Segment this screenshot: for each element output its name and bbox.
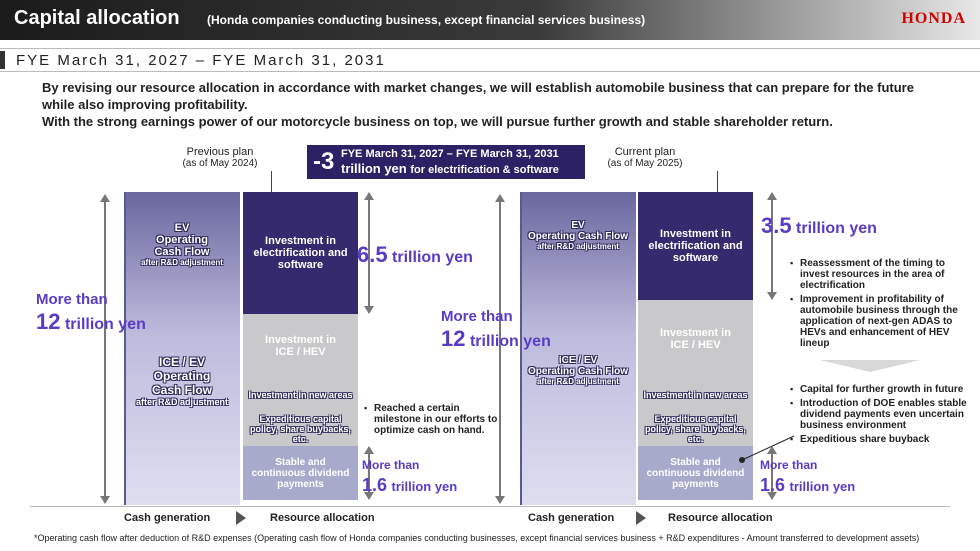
curr-invest-electrification: Investment in electrification and software (638, 192, 753, 300)
arrow-head-up (767, 192, 777, 200)
arrow-head-up (495, 194, 505, 202)
curr-stable-dividend: Stable and continuous dividend payments (638, 446, 753, 500)
arrow-right-icon (236, 511, 246, 525)
prev-invest-electrification: Investment in electrification and software (243, 192, 358, 314)
curr-new-areas: Investment in new areas (638, 378, 753, 412)
reduction-callout (307, 145, 585, 179)
curr-invest-ice: Investment in ICE / HEV (638, 300, 753, 378)
current-plan-label: Current plan (as of May 2025) (607, 146, 683, 169)
period-text: FYE March 31, 2027 – FYE March 31, 2031 (16, 52, 386, 69)
curr-axis-resource-allocation: Resource allocation (668, 512, 773, 524)
intro-text (42, 79, 942, 130)
page-subtitle: (Honda companies conducting business, except financial services business) (207, 13, 646, 27)
previous-plan-label: Previous plan (as of May 2024) (182, 146, 258, 169)
axis-line (30, 506, 950, 507)
honda-logo: HONDA (901, 10, 966, 27)
prev-total-amount: More than 12 trillion yen (36, 291, 146, 334)
callout-period: FYE March 31, 2027 – FYE March 31, 2031 (341, 148, 559, 160)
curr-bottom-bullets (790, 384, 970, 448)
page-title: Capital allocation (14, 7, 180, 29)
arrow-head-up (100, 194, 110, 202)
curr-bullet-1: ▪ Reassessment of the timing to invest resources in the area of electrification (790, 258, 970, 291)
arrow-right-icon (636, 511, 646, 525)
curr-capital-policy: Expeditious capital policy, share buybacks, etc. (638, 412, 753, 446)
arrow-head-up (767, 446, 777, 454)
arrow-head-down (767, 292, 777, 300)
period-marker (0, 51, 5, 69)
prev-note: ▪ Reached a certain milestone in our efforts to optimize cash on hand. (364, 403, 504, 436)
title-bar (0, 0, 980, 40)
prev-note-list (364, 403, 504, 439)
arrow-head-down (100, 496, 110, 504)
callout-value: -3 (313, 148, 335, 175)
prev-cash-generation-column: EV Operating Cash Flow after R&D adjustment ICE / EV Operating Cash Flow after R&D adjustment (124, 192, 240, 505)
prev-dividend-amount: More than 1.6 trillion yen (362, 458, 458, 495)
prev-col-edge (124, 192, 126, 505)
curr-top-bullets (790, 258, 970, 352)
curr-bullet-4: ▪ Introduction of DOE enables stable dividend payments even uncertain business environment (790, 398, 970, 431)
total-arrow-prev (104, 200, 106, 500)
curr-dividend-amount: More than 1.6 trillion yen (760, 458, 856, 495)
footnote: *Operating cash flow after deduction of R&D expenses (Operating cash flow of Honda companies conducting businesses, except financial services business + R&D expenditures - Amount transferred to development assets) (34, 533, 920, 543)
intro-line-2: With the strong earnings power of our motorcycle business on top, we will pursue further growth and stable shareholder return. (42, 114, 833, 129)
period-banner (0, 48, 980, 72)
curr-bullet-2: ▪ Improvement in profitability of automobile business through the application of next-gen ADAS to HEVs and enhancement of HEV lineup (790, 294, 970, 349)
arrow-head-up (364, 192, 374, 200)
curr-cash-generation-column: EV Operating Cash Flow after R&D adjustment ICE / EV Operating Cash Flow after R&D adjustment (520, 192, 636, 505)
arrow-head-down (495, 496, 505, 504)
curr-total-amount: More than 12 trillion yen (441, 308, 551, 351)
prev-axis-cash-generation: Cash generation (124, 512, 211, 524)
prev-axis-resource-allocation: Resource allocation (270, 512, 375, 524)
intro-line-1: By revising our resource allocation in accordance with market changes, we will establish automobile business that can prepare for the future while also improving profitability. (42, 80, 914, 112)
callout-unit: trillion yen for electrification & software (341, 161, 559, 176)
curr-bullet-5: ▪ Expeditious share buyback (790, 434, 970, 445)
prev-invest-ice: Investment in ICE / HEV (243, 314, 358, 378)
prev-new-areas: Investment in new areas (243, 378, 358, 412)
prev-stable-dividend: Stable and continuous dividend payments (243, 446, 358, 500)
arrow-head-up (364, 446, 374, 454)
prev-elec-amount: 6.5 trillion yen (357, 242, 473, 267)
prev-capital-policy: Expeditious capital policy, share buybacks, etc. (243, 412, 358, 446)
curr-bullet-3: ▪ Capital for further growth in future (790, 384, 970, 395)
arrow-head-down (364, 306, 374, 314)
curr-axis-cash-generation: Cash generation (528, 512, 615, 524)
chevron-down-icon (820, 360, 920, 372)
curr-elec-amount: 3.5 trillion yen (761, 213, 877, 238)
